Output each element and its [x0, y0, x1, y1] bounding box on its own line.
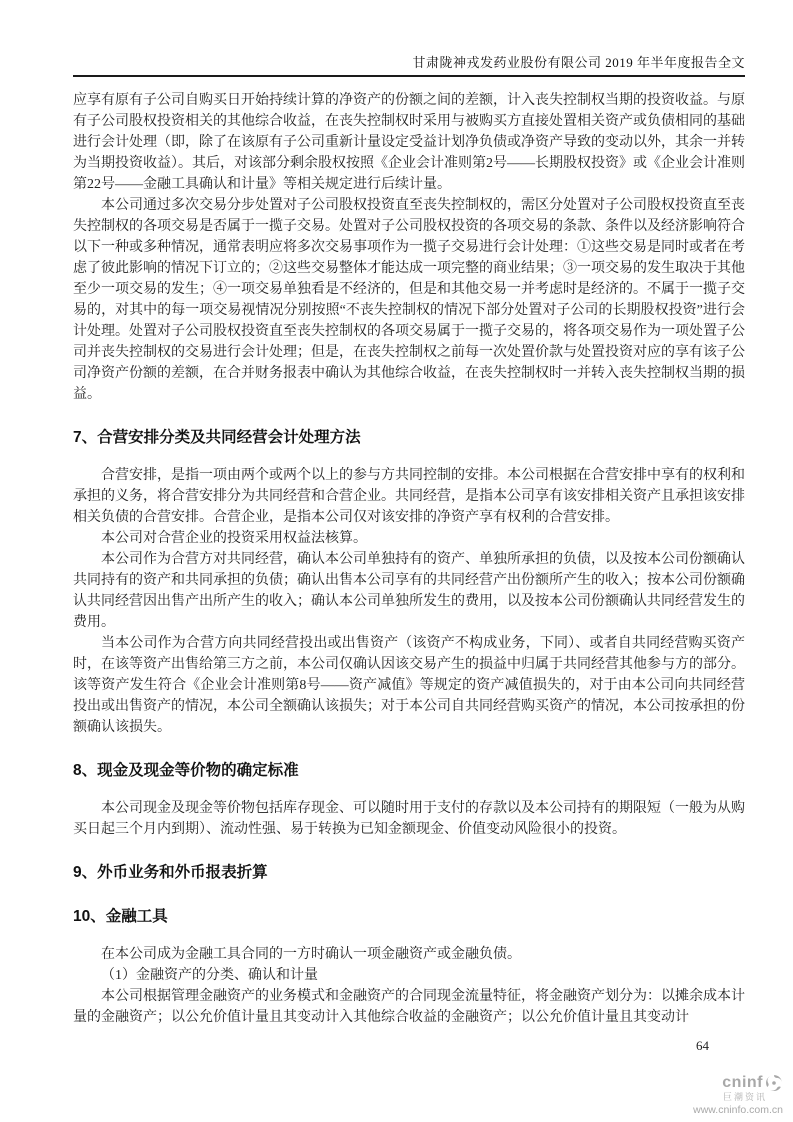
- cninfo-logo-name: 巨潮资讯: [722, 1092, 767, 1102]
- cninfo-logo-brand: cninf: [722, 1074, 763, 1092]
- page-number: 64: [696, 1038, 709, 1053]
- body-paragraph: （1）金融资产的分类、确认和计量: [101, 968, 318, 983]
- body-paragraph: 本公司现金及现金等价物包括库存现金、可以随时用于支付的存款以及本公司持有的期限短（一般为从购买日起三个月内到期）、流动性强、易于转换为已知金额现金、价值变动风险很小的投资。: [73, 801, 745, 837]
- cninfo-logo-url: www.cninfo.com.cn: [693, 1103, 783, 1116]
- body-paragraph: 本公司作为合营方对共同经营，确认本公司单独持有的资产、单独所承担的负债，以及按本公司份额确认共同持有的资产和共同承担的负债；确认出售本公司享有的共同经营产出份额所产生的收入；按本公司份额确认共同经营因出售产出所产生的收入；确认本公司单独所发生的费用，以及按本公司份额确认共同经营发生的费用。: [73, 552, 745, 630]
- body-paragraph: 应享有原有子公司自购买日开始持续计算的净资产的份额之间的差额，计入丧失控制权当期的投资收益。与原有子公司股权投资相关的其他综合收益，在丧失控制权时采用与被购买方直接处置相关资产或负债相同的基础进行会计处理（即，除了在该原有子公司重新计量设定受益计划净负债或净资产导致的变动以外，其余一并转为当期投资收益）。其后，对该部分剩余股权按照《企业会计准则第2号——长期股权投资》或《企业会计准则第22号——金融工具确认和计量》等相关规定进行后续计量。: [73, 93, 745, 192]
- section-heading-7: 7、合营安排分类及共同经营会计处理方法: [73, 429, 361, 446]
- section-heading-8: 8、现金及现金等价物的确定标准: [73, 762, 299, 779]
- section-heading-10: 10、金融工具: [73, 908, 168, 925]
- body-paragraph: 本公司根据管理金融资产的业务模式和金融资产的合同现金流量特征，将金融资产划分为：以摊余成本计量的金融资产；以公允价值计量且其变动计入其他综合收益的金融资产；以公允价值计量且其变动计: [73, 989, 745, 1025]
- body-paragraph: 本公司通过多次交易分步处置对子公司股权投资直至丧失控制权的，需区分处置对子公司股权投资直至丧失控制权的各项交易是否属于一揽子交易。处置对子公司股权投资的各项交易的条款、条件以及经济影响符合以下一种或多种情况，通常表明应将多次交易事项作为一揽子交易进行会计处理：①这些交易是同时或者在考虑了彼此影响的情况下订立的；②这些交易整体才能达成一项完整的商业结果；③一项交易的发生取决于其他至少一项交易的发生；④一项交易单独看是不经济的，但是和其他交易一并考虑时是经济的。不属于一揽子交易的，对其中的每一项交易视情况分别按照“不丧失控制权的情况下部分处置对子公司的长期股权投资”进行会计处理。处置对子公司股权投资直至丧失控制权的各项交易属于一揽子交易的，将各项交易作为一项处置子公司并丧失控制权的交易进行会计处理；但是，在丧失控制权之前每一次处置价款与处置投资对应的享有该子公司净资产份额的差额，在合并财务报表中确认为其他综合收益，在丧失控制权时一并转入丧失控制权当期的损益。: [73, 198, 745, 402]
- body-paragraph: 在本公司成为金融工具合同的一方时确认一项金融资产或金融负债。: [101, 947, 521, 962]
- section-heading-9: 9、外币业务和外币报表折算: [73, 864, 268, 881]
- report-title: 甘肃陇神戎发药业股份有限公司 2019 年半年度报告全文: [412, 55, 745, 70]
- swirl-icon: [765, 1074, 783, 1092]
- cninfo-logo: [693, 1074, 783, 1116]
- body-paragraph: 合营安排，是指一项由两个或两个以上的参与方共同控制的安排。本公司根据在合营安排中享有的权利和承担的义务，将合营安排分为共同经营和合营企业。共同经营，是指本公司享有该安排相关资产且承担该安排相关负债的合营安排。合营企业，是指本公司仅对该安排的净资产享有权利的合营安排。: [73, 468, 745, 525]
- body-paragraph: 当本公司作为合营方向共同经营投出或出售资产（该资产不构成业务，下同）、或者自共同经营购买资产时，在该等资产出售给第三方之前，本公司仅确认因该交易产生的损益中归属于共同经营其他参与方的部分。该等资产发生符合《企业会计准则第8号——资产减值》等规定的资产减值损失的，对于由本公司向共同经营投出或出售资产的情况，本公司全额确认该损失；对于本公司自共同经营购买资产的情况，本公司按承担的份额确认该损失。: [73, 636, 745, 735]
- page-header: [73, 0, 745, 77]
- body-paragraph: 本公司对合营企业的投资采用权益法核算。: [101, 531, 367, 546]
- cninfo-logo-brand-row: [722, 1074, 783, 1092]
- page-body: [73, 90, 745, 1028]
